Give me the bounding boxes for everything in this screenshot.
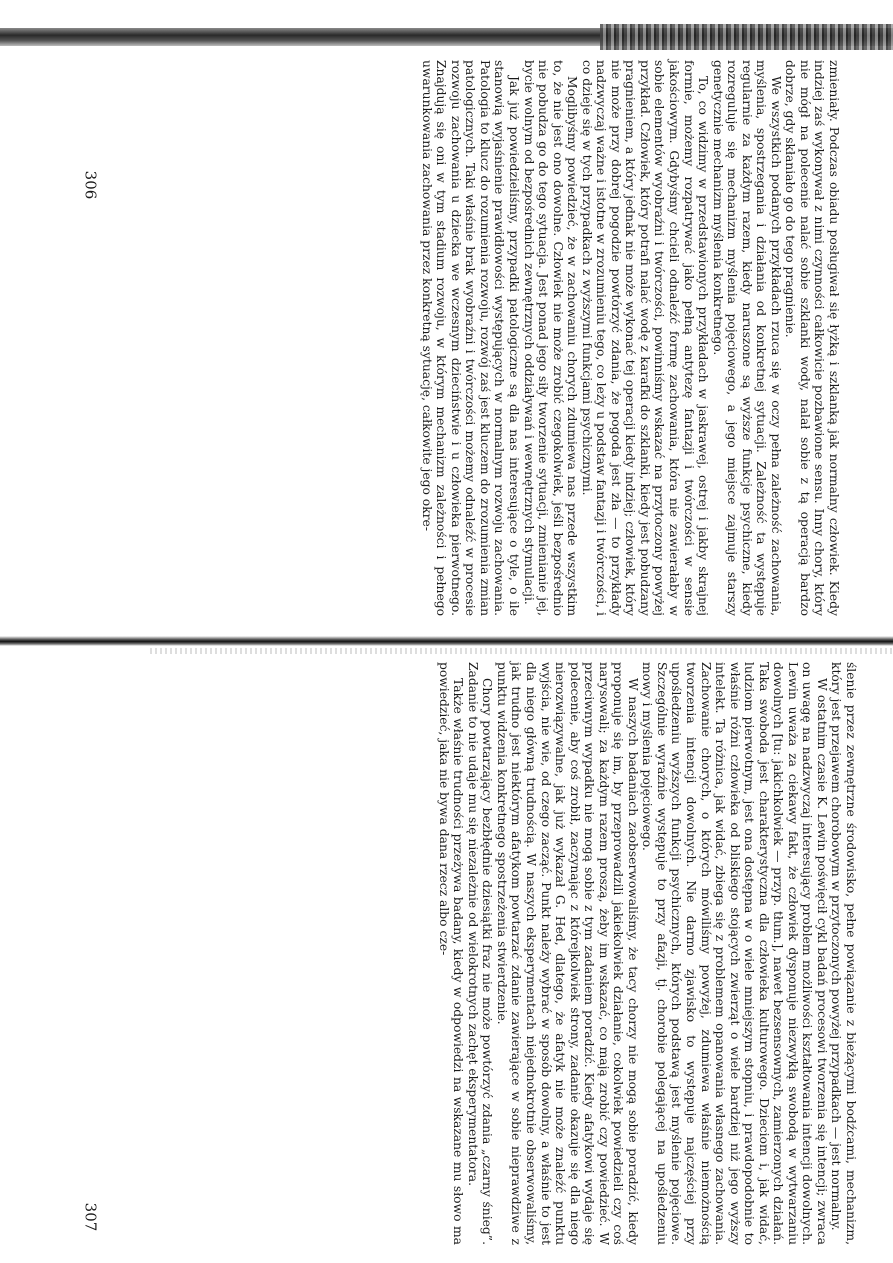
paragraph: W naszych badaniach zaobserwowaliśmy, że tacy chorzy nie mogą sobie poradzić, kiedy proponuje się im, by przeprowadzili jakiekolwiek działanie, cokolwiek powiedzieli czy coś narysowali; za każdym razem proszą, żeby im wskazać, co mają zrobić czy powiedzieć. W przeciwnym wypadku nie mogą sobie z tym zadaniem poradzić. Kiedy afatykowi wydaje się polecenie, aby coś zrobił, zaczynając z którejkolwiek strony, zadanie okazuje się dla niego nierozwiązywalne, jak już wykazał G. Hed, dlatego, że afatyk nie może znaleźć punktu wyjścia, nie wie, od czego zacząć. Punkt należy wybrać w sposób dowolny, a właśnie to jest dla niego główną trudnością. W naszych eksperymentach niejednokrotnie obserwowaliśmy, jak trudno jest niektórym afatykom powtarzać zdanie zawierające w sobie nieprawdziwe z punktu widzenia konkretnego spostrzeżenia stwierdzenie. bbox=[494, 662, 640, 1245]
book-fold bbox=[0, 636, 893, 646]
paragraph: zmieniały. Podczas obiadu posługiwał się łyżką i szklanką jak normalny człowiek. Kiedy indziej zaś wykonywał z nimi czynności całkowicie pozbawione sensu. Inny chory, który nie mógł na polecenie nalać sobie szklanki wody, nalał sobie z tą operacją bardzo dobrze, gdy skłaniało go do tego pragnienie. bbox=[783, 60, 841, 616]
page-left bbox=[0, 50, 893, 636]
page-right bbox=[0, 650, 893, 1263]
page-number-left: 306 bbox=[81, 170, 100, 200]
page-number-right: 307 bbox=[81, 1202, 100, 1232]
paragraph: Jak już powiedzieliśmy, przypadki patologiczne są dla nas interesujące o tyle, o ile stanowią wyjaśnienie prawidłowości występujących w normalnym rozwoju zachowania. Patologia to klucz do rozumienia rozwoju, rozwój zaś jest kluczem do zrozumienia zmian patologicznych. Taki właśnie brak wyobraźni i twórczości możemy odnaleźć w procesie rozwoju zachowania u dziecka we wczesnym dzieciństwie i u człowieka pierwotnego. Znajdują się oni w tym stadium rozwoju, w którym mechanizm zależności i pełnego uwarunkowania zachowania przez konkretną sytuację, całkowite jego okre- bbox=[419, 60, 521, 616]
paragraph: ślenie przez zewnętrzne środowisko, pełne powiązanie z bieżącymi bodźcami, mechanizm, który jest przejawem chorobowym w przytoczonych powyżej przypadkach — jest normalny. bbox=[829, 662, 858, 1245]
page-left-text bbox=[419, 60, 841, 616]
paragraph: We wszystkich podanych przykładach rzuca się w oczy pełna zależność zachowania, myślenia, spostrzegania i działania od konkretnej sytuacji. Zależność ta występuje regularnie za każdym razem, kiedy naruszone są wyższe funkcje psychiczne, kiedy rozreguluje się mechanizm myślenia pojęciowego, a jego miejsce zajmuje starszy genetycznie mechanizm myślenia konkretnego. bbox=[710, 60, 783, 616]
scan-edge-top bbox=[0, 28, 893, 46]
paragraph: W ostatnim czasie K. Lewin poświęcił cykl badań procesowi tworzenia się intencji; zwraca on uwagę na nadzwyczaj interesujący problem możliwości kształtowania intencji dowolnych. Lewin uważa za ciekawy fakt, że człowiek dysponuje niezwykłą swobodą w wytwarzaniu dowolnych [tu: jakichkolwiek — przyp. tłum.], nawet bezsensownych, zamierzonych działań. Taka swoboda jest charakterystyczna dla człowieka kulturowego. Dzieciom i, jak widać, ludziom pierwotnym, jest ona dostępna w o wiele mniejszym stopniu, i prawdopodobnie to właśnie różni człowieka od bliskiego stojących zwierząt o wiele bardziej niż jego wyższy intelekt. Ta różnica, jak widać, zbiega się z problemem opanowania własnego zachowania. Zachowanie chorych, o których mówiliśmy powyżej, zdumiewa właśnie niemożnością tworzenia intencji dowolnych. Nie darmo zjawisko to występuje najczęściej przy upośledzeniu wyższych funkcji psychicznych, których podstawą jest myślenie pojęciowe. Szczególnie wyraźnie występuje to przy afazji, tj. chorobie polegającej na upośledzeniu mowy i myślenia pojęciowego. bbox=[640, 662, 829, 1245]
paragraph: Także właśnie trudności przeżywa badany, kiedy w odpowiedzi na wskazane mu słowo ma powiedzieć, jaka nie bywa dana rzecz albo cze- bbox=[436, 662, 466, 1245]
paragraph: Moglibyśmy powiedzieć, że w zachowaniu chorych zdumiewa nas przede wszystkim to, że nie jest ono dowolne. Człowiek nie może zrobić czegokolwiek, jeśli bezpośrednio nie pobudza go do tego sytuacja. Jest ponad jego siły tworzenie sytuacji, zmienianie jej, bycie wolnym od bezpośrednich zewnętrznych oddziaływań i wewnętrznych stymulacji. bbox=[521, 60, 580, 616]
paragraph: To, co widzimy w przedstawionych przykładach w jaskrawej, ostrej i jakby skrajnej formie, możemy rozpatrywać jako pełną antytezę fantazji i twórczości w sensie jakościowym. Gdybyśmy chcieli odnaleźć formę zachowania, która nie zawierałaby w sobie elementów wyobraźni i twórczości, powinniśmy wskazać na przytoczony powyżej przykład. Człowiek, który potrafi nalać wodę z karafki do szklanki, kiedy jest pobudzany pragnieniem, a który jednak nie może wykonać tej operacji kiedy indziej; człowiek, który nie może przy dobrej pogodzie powtórzyć zdania, że pogoda jest zła — to przykłady nadzwyczaj ważne i istotne w zrozumieniu tego, co leży u podstaw fantazji i twórczości, i co dzieje się w tych przypadkach z wyższymi funkcjami psychicznymi. bbox=[579, 60, 711, 616]
page-right-text bbox=[436, 662, 858, 1245]
paragraph: Chory powtarzający bezbłędnie dziesiątki fraz nie może powtórzyć zdania „czarny śnieg”. Zadanie to nie udaje mu się niezależnie od wielokrotnych zachęt eksperymentatora. bbox=[465, 662, 495, 1245]
